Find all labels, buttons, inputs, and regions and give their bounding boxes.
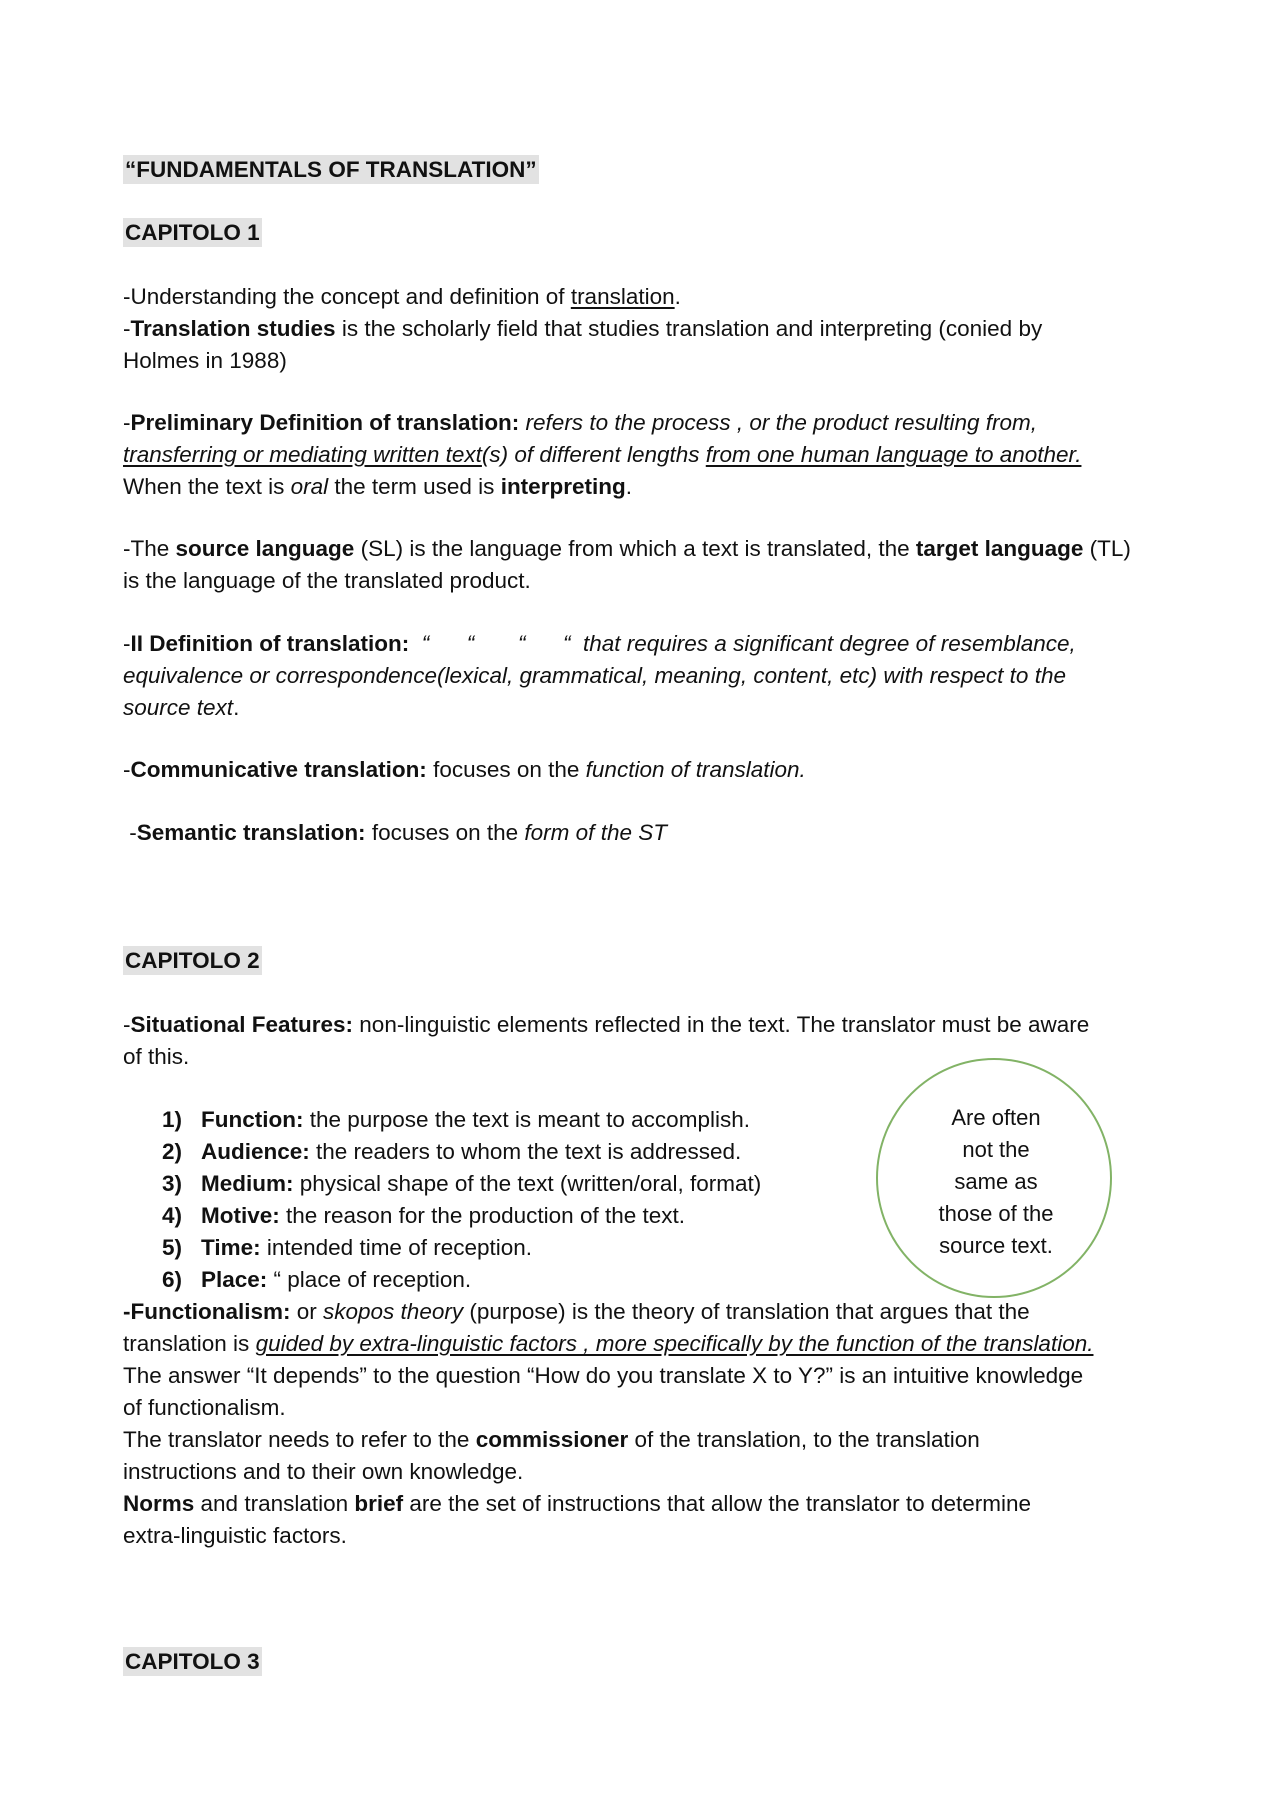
preliminary-definition: -Preliminary Definition of translation: refers to the process , or the product resulting from, transferring or mediating written text(s) of different lengths from one human language to another. When the text is oral the term used is interpreting. (123, 410, 1082, 499)
title-highlight: “FUNDAMENTALS OF TRANSLATION” (125, 157, 537, 182)
annotation-circle-text: Are often not the same as those of the source text. (938, 1105, 1054, 1258)
list-item: 1) Function: the purpose the text is meant to accomplish. (162, 1107, 750, 1132)
list-item: 3) Medium: physical shape of the text (written/oral, format) (162, 1171, 762, 1196)
situational-features: -Situational Features: non-linguistic elements reflected in the text. The translator must be aware of this. (123, 1012, 1090, 1069)
document-title (123, 154, 1173, 186)
paragraph-line: -Understanding the concept and definition of translation. (123, 284, 681, 309)
functionalism-paragraph: -Functionalism: or skopos theory (purpose) is the theory of translation that argues that the translation is guided by extra-linguistic factors , more specifically by the function of the translation. The answer “It depends” to the question “How do you translate X to Y?” is an intuitive knowledge of functionalism. The translator needs to refer to the commissioner of the translation, to the translation instructions and to their own knowledge. Norms and translation brief are the set of instructions that allow the translator to determine extra-linguistic factors. (123, 1299, 1094, 1548)
communicative-translation: -Communicative translation: focuses on the function of translation. (123, 757, 806, 782)
second-definition: -II Definition of translation: “ “ “ “ that requires a significant degree of resemblance, equivalence or correspondence(lexical, grammatical, meaning, content, etc) with respect to the source text. (123, 631, 1076, 720)
list-item: 5) Time: intended time of reception. (162, 1235, 533, 1260)
chapter-2-heading: CAPITOLO 2 (125, 948, 260, 973)
paragraph-line: -Translation studies is the scholarly field that studies translation and interpreting (conied by (123, 316, 1043, 341)
chapter-1-intro (123, 281, 1173, 377)
list-item: 6) Place: “ place of reception. (162, 1267, 472, 1292)
semantic-translation: -Semantic translation: focuses on the form of the ST (123, 820, 667, 845)
chapter-1-heading: CAPITOLO 1 (125, 220, 260, 245)
situational-features-list (162, 1104, 862, 1296)
list-item: 4) Motive: the reason for the production of the text. (162, 1203, 686, 1228)
chapter-3-heading: CAPITOLO 3 (125, 1649, 260, 1674)
list-item: 2) Audience: the readers to whom the text is addressed. (162, 1139, 742, 1164)
paragraph-line: Holmes in 1988) (123, 348, 287, 373)
source-target-language: -The source language (SL) is the language from which a text is translated, the target language (TL) is the language of the translated product. (123, 536, 1131, 593)
